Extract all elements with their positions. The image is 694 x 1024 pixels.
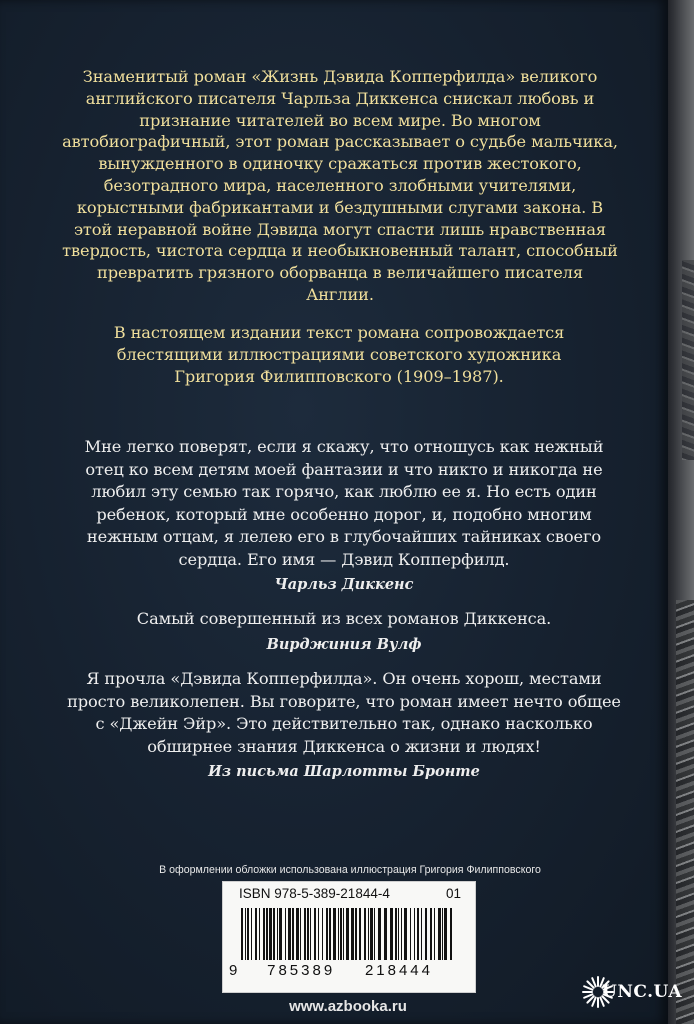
sunburst-ray bbox=[592, 998, 595, 1006]
barcode-bar bbox=[259, 908, 260, 960]
barcode-bar bbox=[404, 908, 407, 960]
sunburst-ray bbox=[587, 981, 593, 987]
barcode-bar bbox=[414, 908, 415, 960]
sunburst-ray bbox=[587, 996, 593, 1002]
quote-text: Мне легко поверят, если я скажу, что отношусь как нежный отец ко всем детям моей фантазии и что никто и никогда не любил эту семью так горячо, как люблю ее я. Но есть один ребенок, который мне особенно дорог, и, подобно многим нежным отцам, я лелею его в глубочайших тайниках своего сердца. Его имя — Дэвид Копперфилд. bbox=[84, 437, 604, 569]
barcode-bar bbox=[430, 908, 432, 960]
barcode-bar bbox=[255, 908, 257, 960]
isbn-number: ISBN 978-5-389-21844-4 bbox=[239, 886, 390, 901]
barcode-bar bbox=[266, 908, 268, 960]
sunburst-ray bbox=[584, 986, 592, 989]
blurb-paragraph-1: Знаменитый роман «Жизнь Дэвида Копперфилда» великого английского писателя Чарльза Диккенса снискал любовь и признание читателей во всем мире. Во многом автобиографичный, этот роман рассказывает о судьбе мальчика, вынужденного в одиночку сражаться против жестокого, безотрадного мира, населенного злобными учителями, корыстными фабрикантами и бездушными слугами закона. В этой неравной войне Дэвида могут спасти лишь нравственная твердость, чистота сердца и необыкновенный талант, способный превратить грязного оборванца в величайшего писателя Англии. bbox=[62, 67, 618, 304]
barcode-bar bbox=[370, 908, 373, 960]
ean-digit-group: 785389 bbox=[267, 962, 336, 979]
barcode-bar bbox=[442, 908, 443, 960]
blurb-paragraph-2: В настоящем издании текст романа сопровождается блестящими иллюстрациями советского художника Григория Филипповского (1909–1987). bbox=[113, 323, 565, 386]
barcode-bar bbox=[438, 908, 441, 960]
barcode-bar bbox=[395, 908, 397, 960]
neighboring-book-edge bbox=[664, 0, 694, 1024]
barcode-bar bbox=[241, 908, 243, 960]
sunburst-ray bbox=[584, 994, 592, 997]
barcode-bar bbox=[247, 908, 249, 960]
barcode-bar bbox=[292, 908, 294, 960]
barcode-bar bbox=[304, 908, 306, 960]
watermark-text: UNC.UA bbox=[602, 982, 683, 1002]
quote-woolf bbox=[74, 608, 614, 655]
barcode-bar bbox=[401, 908, 402, 960]
isbn-addon: 01 bbox=[445, 886, 461, 901]
barcode-bar bbox=[410, 908, 411, 960]
barcode-bar bbox=[269, 908, 272, 960]
barcode-bar bbox=[279, 908, 282, 960]
barcode-bar bbox=[384, 908, 387, 960]
barcode-bar bbox=[333, 908, 336, 960]
quote-text: Самый совершенный из всех романов Диккенса. bbox=[136, 609, 552, 628]
barcode-bar bbox=[245, 908, 246, 960]
barcode-bar bbox=[329, 908, 331, 960]
barcode-bar bbox=[296, 908, 299, 960]
barcode-bar bbox=[374, 908, 375, 960]
barcode-bar bbox=[322, 908, 323, 960]
barcode-bar bbox=[288, 908, 291, 960]
barcode-bar bbox=[417, 908, 419, 960]
barcode-bar bbox=[314, 908, 316, 960]
barcode-bar bbox=[346, 908, 349, 960]
quote-author: Вирджиния Вулф bbox=[266, 635, 422, 653]
edge-pattern-top bbox=[682, 260, 694, 460]
cover-illustration-credit: В оформлении обложки использована иллюстрация Григория Филипповского bbox=[159, 864, 541, 876]
isbn-barcode bbox=[222, 881, 476, 993]
barcode-bar bbox=[434, 908, 435, 960]
barcode-bar bbox=[338, 908, 339, 960]
unc-ua-watermark bbox=[580, 968, 690, 1018]
barcode-bar bbox=[450, 908, 452, 960]
barcode-bar bbox=[340, 908, 342, 960]
barcode-bar bbox=[351, 908, 354, 960]
barcode-bar bbox=[421, 908, 422, 960]
barcode-bar bbox=[300, 908, 301, 960]
barcode-bar bbox=[326, 908, 328, 960]
ean-digits bbox=[229, 962, 459, 979]
ean-digit-group: 218444 bbox=[364, 962, 433, 979]
publisher-website: www.azbooka.ru bbox=[289, 998, 407, 1015]
barcode-bar bbox=[398, 908, 399, 960]
barcode-bar bbox=[378, 908, 381, 960]
barcode-bar bbox=[307, 908, 309, 960]
barcode-bar bbox=[251, 908, 252, 960]
barcode-bar bbox=[273, 908, 275, 960]
quote-bronte bbox=[66, 668, 622, 782]
barcode-bar bbox=[444, 908, 447, 960]
quote-author: Из письма Шарлотты Бронте bbox=[208, 763, 480, 780]
quote-author: Чарльз Диккенс bbox=[274, 576, 414, 593]
edge-pattern-bottom bbox=[676, 600, 694, 1024]
sunburst-ray bbox=[592, 978, 595, 986]
barcode-bar bbox=[368, 908, 369, 960]
barcode-bar bbox=[425, 908, 427, 960]
barcode-bar bbox=[364, 908, 366, 960]
isbn-line bbox=[239, 886, 461, 901]
barcode-bar bbox=[263, 908, 265, 960]
quote-dickens bbox=[74, 436, 614, 595]
barcode-bar bbox=[355, 908, 357, 960]
barcode-bar bbox=[310, 908, 311, 960]
quote-text: Я прочла «Дэвида Копперфилда». Он очень хорош, местами просто великолепен. Вы говорите, что роман имеет нечто общее с «Джейн Эйр». Это действительно так, однако насколько обширнее знания Диккенса о жизни и людях! bbox=[67, 669, 621, 756]
barcode-bar bbox=[285, 908, 286, 960]
barcode-bars bbox=[241, 908, 457, 960]
barcode-bar bbox=[343, 908, 344, 960]
barcode-bar bbox=[390, 908, 393, 960]
barcode-bar bbox=[318, 908, 319, 960]
ean-digit-group: 9 bbox=[229, 962, 238, 979]
barcode-bar bbox=[277, 908, 278, 960]
barcode-bar bbox=[359, 908, 361, 960]
